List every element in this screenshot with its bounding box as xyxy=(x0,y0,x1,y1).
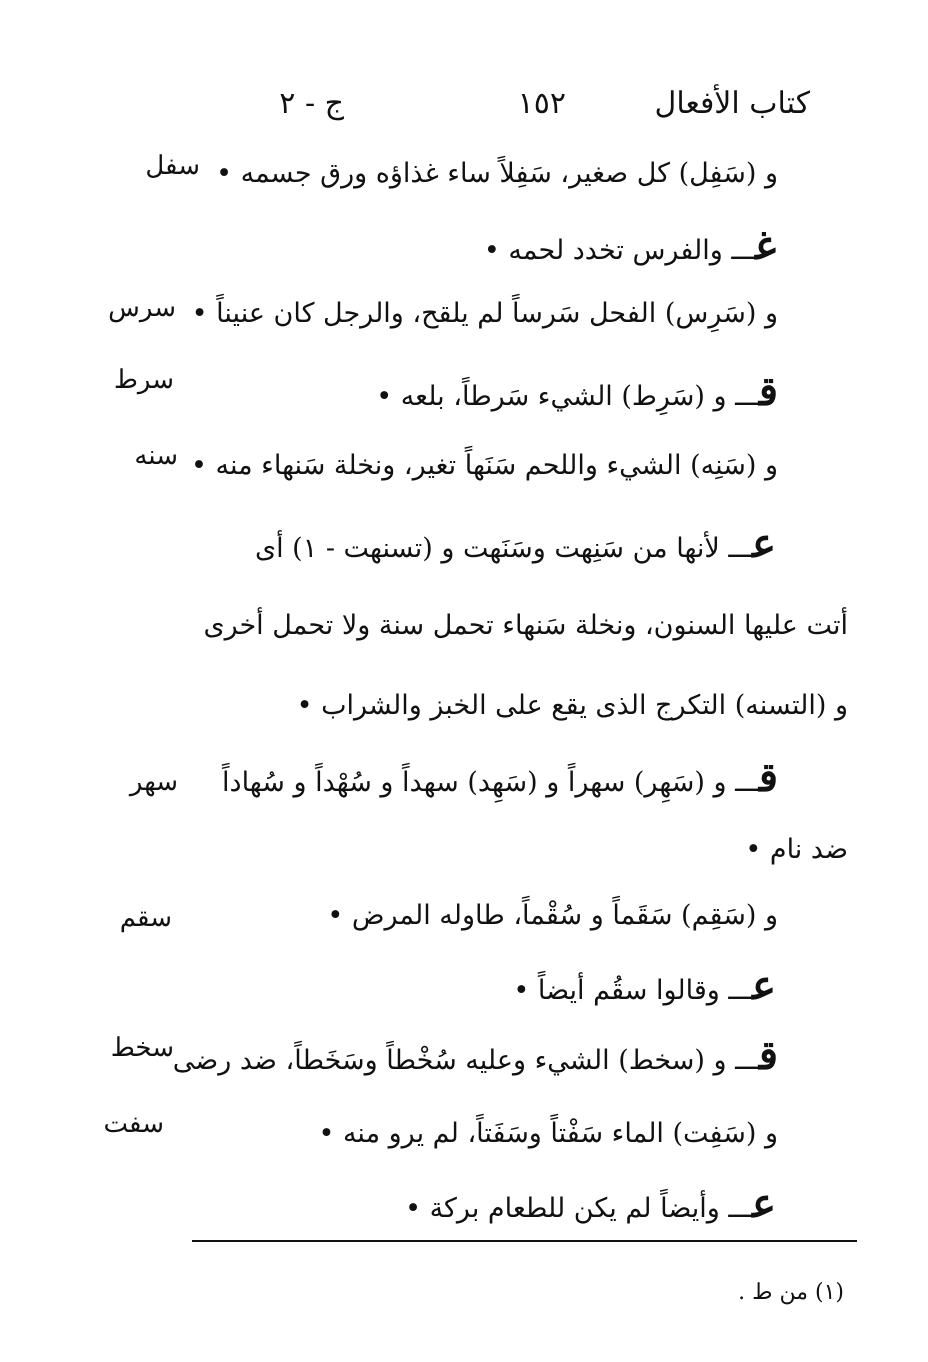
line-symbol: ق xyxy=(758,1032,778,1079)
line-text: و (سَفِل) كل صغير، سَفِلاً ساء غذاؤه ورق جسمه • xyxy=(216,158,778,189)
text-line xyxy=(376,368,778,417)
margin-word: سقم xyxy=(119,903,172,933)
text-line xyxy=(254,520,776,569)
margin-word: سخط xyxy=(110,1033,174,1063)
line-text: ـــ و (سَرِط) الشيء سَرطاً، بلعه • xyxy=(376,381,759,412)
text-line xyxy=(513,962,776,1011)
footnote: (١) من ط . xyxy=(738,1280,844,1305)
line-text: ـــ والفرس تخدد لحمه • xyxy=(483,235,756,266)
line-symbol: ع xyxy=(752,962,776,1009)
line-text: و (التسنه) التكرج الذى يقع على الخبز والشراب • xyxy=(296,690,848,721)
text-line xyxy=(327,896,778,936)
text-line xyxy=(191,446,778,486)
line-symbol: ق xyxy=(758,368,778,415)
margin-word: سفت xyxy=(103,1109,164,1139)
line-text: ـــ و (سَهِر) سهراً و (سَهِد) سهداً و سُهْداً و سُهاداً xyxy=(222,767,759,798)
margin-word: سرط xyxy=(113,365,174,395)
line-text: و (سَنِه) الشيء واللحم سَنَهاً تغير، ونخلة سَنهاء منه • xyxy=(191,450,778,481)
margin-word: سفل xyxy=(145,151,200,181)
margin-word: سنه xyxy=(134,441,178,471)
line-text: ـــ وقالوا سقُم أيضاً • xyxy=(513,975,753,1006)
text-line xyxy=(192,294,778,334)
footnote-separator xyxy=(192,1240,857,1242)
text-line xyxy=(745,830,848,870)
line-symbol: غ xyxy=(755,222,776,269)
line-text: و (سَرِس) الفحل سَرساً لم يلقح، والرجل كان عنيناً • xyxy=(191,298,778,329)
text-line xyxy=(172,1032,778,1081)
line-text: ـــ و (سخط) الشيء وعليه سُخْطاً وسَخَطاً، ضد رضى xyxy=(172,1045,759,1076)
margin-word: سهر xyxy=(129,767,178,797)
text-line xyxy=(216,154,778,194)
book-title: كتاب الأفعال xyxy=(654,86,810,121)
line-text: ـــ لأنها من سَنِهت وسَنَهت و (تسنهت - ١) أى xyxy=(254,533,753,564)
text-line xyxy=(297,686,848,726)
margin-word: سرس xyxy=(108,293,176,323)
text-line xyxy=(222,754,778,803)
line-text: ـــ وأيضاً لم يكن للطعام بركة • xyxy=(405,1193,753,1224)
volume-label: ج - ٢ xyxy=(279,86,344,121)
line-text: ضد نام • xyxy=(745,834,848,865)
line-symbol: ق xyxy=(758,754,778,801)
text-line xyxy=(203,606,848,646)
line-text: و (سَفِت) الماء سَفْتاً وسَفَتاً، لم يرو منه • xyxy=(318,1118,778,1149)
line-text: أتت عليها السنون، ونخلة سَنهاء تحمل سنة ولا تحمل أخرى xyxy=(203,610,848,641)
text-line xyxy=(405,1180,776,1229)
text-line xyxy=(318,1114,778,1154)
page-number: ١٥٢ xyxy=(517,86,566,121)
line-text: و (سَقِم) سَقَماً و سُقْماً، طاوله المرض • xyxy=(327,900,778,931)
line-symbol: ع xyxy=(752,520,776,567)
text-line xyxy=(483,222,776,271)
line-symbol: ع xyxy=(752,1180,776,1227)
